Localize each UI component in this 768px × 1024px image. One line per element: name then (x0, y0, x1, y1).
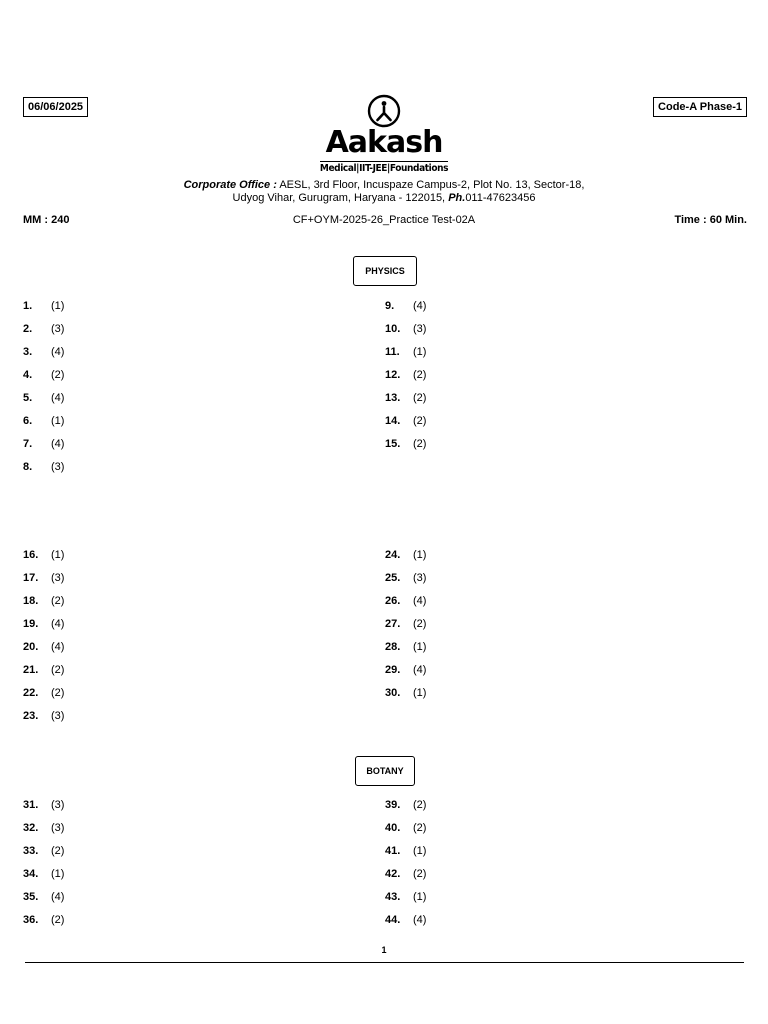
question-number: 11. (385, 346, 400, 358)
question-number: 23. (23, 710, 39, 722)
answer-row (385, 298, 685, 314)
answer-option: (4) (413, 595, 427, 607)
answer-row (385, 866, 685, 882)
answer-option: (3) (51, 710, 65, 722)
question-number: 30. (385, 687, 401, 699)
answer-row (385, 889, 685, 905)
answer-option: (2) (413, 415, 427, 427)
code-box: Code-A Phase-1 (653, 97, 747, 117)
max-marks: MM : 240 (23, 214, 70, 226)
question-number: 44. (385, 914, 401, 926)
answer-row (23, 593, 323, 609)
answer-row (385, 797, 685, 813)
question-number: 21. (23, 664, 39, 676)
question-number: 3. (23, 346, 33, 358)
question-number: 9. (385, 300, 395, 312)
question-number: 20. (23, 641, 39, 653)
answer-option: (4) (413, 664, 427, 676)
answer-option: (3) (51, 799, 65, 811)
question-number: 35. (23, 891, 39, 903)
answer-option: (2) (51, 664, 65, 676)
answer-row (23, 639, 323, 655)
answer-option: (4) (51, 438, 65, 450)
answer-option: (3) (51, 323, 65, 335)
answer-row (385, 662, 685, 678)
page-number: 1 (381, 945, 387, 955)
answer-row (385, 639, 685, 655)
answer-option: (1) (413, 687, 427, 699)
answer-row (23, 685, 323, 701)
question-number: 28. (385, 641, 401, 653)
question-number: 32. (23, 822, 39, 834)
question-number: 22. (23, 687, 39, 699)
corporate-office-address (0, 179, 768, 205)
answer-option: (3) (413, 323, 427, 335)
answer-row (23, 344, 323, 360)
answer-option: (1) (51, 300, 65, 312)
question-number: 14. (385, 415, 401, 427)
answer-option: (2) (413, 369, 427, 381)
answer-row (23, 889, 323, 905)
question-number: 29. (385, 664, 401, 676)
office-line-2: Udyog Vihar, Gurugram, Haryana - 122015, (232, 192, 446, 204)
answer-row (23, 662, 323, 678)
answer-row (385, 616, 685, 632)
answer-option: (3) (51, 461, 65, 473)
question-number: 10. (385, 323, 401, 335)
test-name: CF+OYM-2025-26_Practice Test-02A (292, 214, 476, 226)
answer-row (23, 820, 323, 836)
answer-option: (1) (51, 549, 65, 561)
question-number: 26. (385, 595, 401, 607)
question-number: 5. (23, 392, 33, 404)
question-number: 40. (385, 822, 401, 834)
question-number: 42. (385, 868, 401, 880)
answer-row (23, 459, 323, 475)
answer-option: (2) (413, 438, 427, 450)
answer-row (385, 367, 685, 383)
aakash-emblem-icon (367, 94, 401, 128)
question-number: 15. (385, 438, 401, 450)
answer-row (385, 390, 685, 406)
phone-label: Ph. (448, 192, 466, 204)
question-number: 31. (23, 799, 39, 811)
question-number: 13. (385, 392, 401, 404)
question-number: 7. (23, 438, 33, 450)
answer-row (385, 820, 685, 836)
answer-row (23, 436, 323, 452)
question-number: 39. (385, 799, 401, 811)
office-line-1: AESL, 3rd Floor, Incuspaze Campus-2, Plot No. 13, Sector-18, (279, 179, 585, 191)
office-phone: 011-47623456 (465, 192, 536, 204)
answer-row (385, 413, 685, 429)
answer-option: (4) (51, 392, 65, 404)
answer-option: (4) (51, 618, 65, 630)
answer-option: (1) (413, 845, 427, 857)
question-number: 34. (23, 868, 39, 880)
question-number: 25. (385, 572, 401, 584)
answer-option: (1) (51, 415, 65, 427)
question-number: 41. (385, 845, 401, 857)
answer-row (385, 344, 685, 360)
answer-row (385, 593, 685, 609)
answer-option: (1) (413, 549, 427, 561)
answer-option: (3) (51, 572, 65, 584)
question-number: 8. (23, 461, 33, 473)
answer-option: (2) (51, 369, 65, 381)
question-number: 24. (385, 549, 401, 561)
answer-option: (1) (413, 891, 427, 903)
question-number: 6. (23, 415, 33, 427)
answer-option: (2) (413, 392, 427, 404)
date-box: 06/06/2025 (23, 97, 88, 117)
question-number: 2. (23, 323, 33, 335)
answer-option: (2) (413, 799, 427, 811)
office-label: Corporate Office : (183, 179, 277, 191)
answer-option: (1) (51, 868, 65, 880)
answer-row (23, 547, 323, 563)
answer-row (23, 708, 323, 724)
answer-row (23, 321, 323, 337)
answer-option: (3) (413, 572, 427, 584)
question-number: 33. (23, 845, 39, 857)
question-number: 16. (23, 549, 39, 561)
answer-row (23, 367, 323, 383)
section-heading-physics: PHYSICS (353, 256, 417, 286)
time-limit: Time : 60 Min. (674, 214, 747, 226)
answer-option: (2) (51, 845, 65, 857)
answer-option: (2) (413, 618, 427, 630)
question-number: 1. (23, 300, 33, 312)
answer-row (23, 843, 323, 859)
answer-option: (2) (51, 914, 65, 926)
aakash-logo (0, 94, 768, 176)
answer-row (23, 390, 323, 406)
answer-row (385, 685, 685, 701)
question-number: 36. (23, 914, 39, 926)
question-number: 43. (385, 891, 401, 903)
logo-tagline: Medical|IIT-JEE|Foundations (319, 163, 449, 174)
answer-row (23, 912, 323, 928)
answer-row (23, 797, 323, 813)
question-number: 12. (385, 369, 401, 381)
section-heading-botany: BOTANY (355, 756, 415, 786)
answer-option: (4) (413, 914, 427, 926)
answer-row (23, 570, 323, 586)
footer-divider (25, 962, 744, 963)
question-number: 27. (385, 618, 401, 630)
answer-option: (2) (51, 595, 65, 607)
answer-option: (4) (413, 300, 427, 312)
answer-option: (1) (413, 641, 427, 653)
logo-wordmark: Aakash (325, 125, 443, 160)
answer-option: (1) (413, 346, 427, 358)
answer-option: (3) (51, 822, 65, 834)
answer-option: (2) (413, 822, 427, 834)
answer-option: (4) (51, 641, 65, 653)
question-number: 19. (23, 618, 39, 630)
answer-row (23, 616, 323, 632)
question-number: 4. (23, 369, 33, 381)
answer-row (385, 570, 685, 586)
answer-row (23, 866, 323, 882)
answer-option: (4) (51, 346, 65, 358)
answer-row (23, 413, 323, 429)
answer-row (385, 436, 685, 452)
answer-row (23, 298, 323, 314)
answer-option: (2) (413, 868, 427, 880)
answer-option: (2) (51, 687, 65, 699)
question-number: 17. (23, 572, 39, 584)
answer-row (385, 912, 685, 928)
answer-option: (4) (51, 891, 65, 903)
question-number: 18. (23, 595, 39, 607)
answer-row (385, 843, 685, 859)
answer-row (385, 321, 685, 337)
answer-row (385, 547, 685, 563)
